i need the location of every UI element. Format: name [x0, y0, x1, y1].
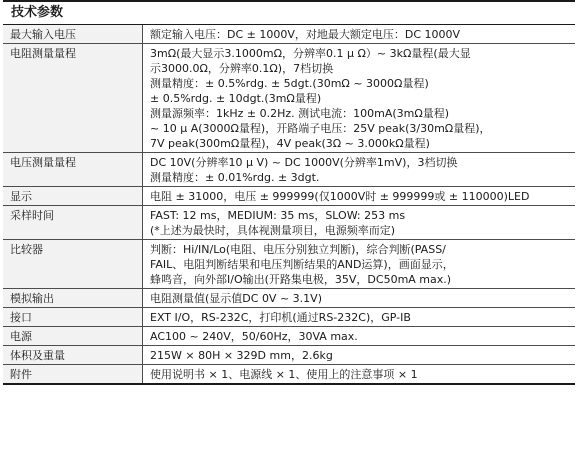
spec-label: 电源 [3, 327, 143, 346]
spec-value [143, 44, 576, 153]
spec-value [143, 206, 576, 240]
spec-row [3, 327, 575, 346]
spec-table [3, 25, 575, 385]
spec-row [3, 25, 575, 44]
spec-label: 体积及重量 [3, 346, 143, 365]
spec-label: 显示 [3, 187, 143, 206]
spec-value-line: DC 10V(分辨率10 μ V) ~ DC 1000V(分辨率1mV)，3档切换 [150, 156, 458, 169]
spec-value-line: 蜂鸣音，向外部I/O输出(开路集电极，35V，DC50mA max.) [150, 273, 452, 286]
spec-value-line: AC100 ~ 240V，50/60Hz，30VA max. [150, 330, 358, 343]
spec-label: 比较器 [3, 240, 143, 289]
spec-label: 最大输入电压 [3, 25, 143, 44]
spec-value-line: 额定输入电压：DC ± 1000V，对地最大额定电压：DC 1000V [150, 28, 461, 41]
spec-value [143, 240, 576, 289]
spec-value [143, 187, 576, 206]
spec-value-line: 示3000.0Ω，分辨率0.1Ω)，7档切换 [150, 62, 334, 75]
spec-value-line: 测量精度：± 0.5%rdg. ± 5dgt.(30mΩ ~ 3000Ω量程) [150, 77, 429, 90]
spec-value-line: 215W × 80H × 329D mm，2.6kg [150, 349, 333, 362]
spec-value-line: ~ 10 μ A(3000Ω量程)，开路端子电压：25V peak(3/30mΩ量程)， [150, 122, 491, 135]
spec-value [143, 153, 576, 187]
spec-label: 附件 [3, 365, 143, 385]
spec-value-line: 判断：Hi/IN/Lo(电阻、电压分别独立判断)，综合判断(PASS/ [150, 243, 446, 256]
spec-value-line: 7V peak(300mΩ量程)，4V peak(3Ω ~ 3.000kΩ量程) [150, 137, 430, 150]
spec-row [3, 240, 575, 289]
spec-value-line: 3mΩ(最大显示3.1000mΩ，分辨率0.1 μ Ω）~ 3kΩ量程(最大显 [150, 47, 471, 60]
spec-value-line: 测量源频率：1kHz ± 0.2Hz. 测试电流：100mA(3mΩ量程) [150, 107, 450, 120]
spec-label: 接口 [3, 308, 143, 327]
spec-value [143, 346, 576, 365]
spec-row [3, 289, 575, 308]
spec-value-line: (*上述为最快时，具体视测量项目，电源频率而定) [150, 224, 396, 237]
spec-value-line: 电阻 ± 31000，电压 ± 999999(仅1000V时 ± 999999或 ± 110000)LED [150, 190, 530, 203]
spec-value-line: ± 0.5%rdg. ± 10dgt.(3mΩ量程) [150, 92, 322, 105]
spec-value [143, 365, 576, 385]
spec-value-line: FAIL、电阻判断结果和电压判断结果的AND运算)，画面显示， [150, 258, 454, 271]
spec-value-line: FAST: 12 ms，MEDIUM: 35 ms，SLOW: 253 ms [150, 209, 406, 222]
spec-label: 模拟输出 [3, 289, 143, 308]
spec-label: 电阻测量量程 [3, 44, 143, 153]
spec-row [3, 187, 575, 206]
spec-row [3, 153, 575, 187]
spec-value [143, 327, 576, 346]
section-title: 技术参数 [3, 0, 575, 25]
spec-row [3, 365, 575, 385]
spec-row [3, 346, 575, 365]
spec-row [3, 308, 575, 327]
spec-sheet [3, 0, 575, 385]
spec-label: 电压测量量程 [3, 153, 143, 187]
spec-value-line: 使用说明书 × 1、电源线 × 1、使用上的注意事项 × 1 [150, 368, 418, 381]
spec-value [143, 289, 576, 308]
spec-row [3, 206, 575, 240]
spec-row [3, 44, 575, 153]
spec-value-line: 电阻测量值(显示值DC 0V ~ 3.1V) [150, 292, 322, 305]
spec-value [143, 25, 576, 44]
spec-value [143, 308, 576, 327]
spec-table-body [3, 25, 575, 384]
spec-value-line: 测量精度：± 0.01%rdg. ± 3dgt. [150, 171, 320, 184]
spec-label: 采样时间 [3, 206, 143, 240]
spec-value-line: EXT I/O，RS-232C，打印机(通过RS-232C)，GP-IB [150, 311, 411, 324]
